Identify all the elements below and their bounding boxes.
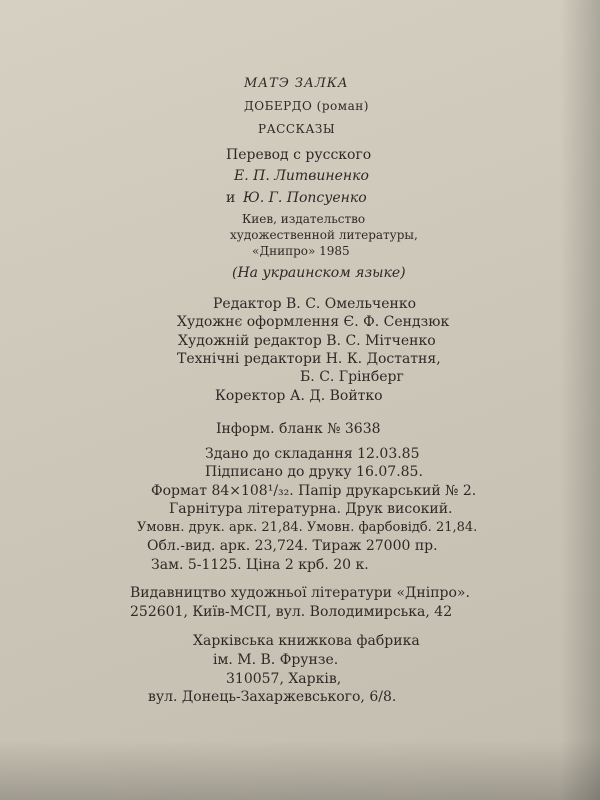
printer-line-2: ім. М. В. Фрунзе.	[213, 652, 339, 668]
printer-line-1: Харківська книжкова фабрика	[193, 633, 420, 649]
spec-order: Зам. 5-1125. Ціна 2 крб. 20 к.	[151, 557, 369, 573]
publisher-address-2: 252601, Київ-МСП, вул. Володимирська, 42	[130, 604, 453, 620]
spec-typeface: Гарнітура літературна. Друк високий.	[169, 501, 453, 517]
translation-line: Перевод с русского	[226, 147, 372, 163]
author-name: МАТЭ ЗАЛКА	[244, 76, 349, 91]
spec-sheets: Умовн. друк. арк. 21,84. Умовн. фарбовідб. 21,84.	[137, 520, 478, 535]
translator-1: Е. П. Литвиненко	[234, 168, 369, 184]
spec-submitted: Здано до складання 12.03.85	[205, 446, 420, 462]
publisher-line-1: Киев, издательство	[242, 212, 366, 226]
translator-2-prefix: и	[226, 190, 236, 206]
credit-tech-editors-2: Б. С. Грінберг	[300, 369, 404, 385]
work-title-stories: РАССКАЗЫ	[258, 122, 336, 136]
spec-signed: Підписано до друку 16.07.85.	[205, 464, 423, 480]
publisher-line-3: «Днипро» 1985	[252, 244, 350, 258]
credit-art-editor: Художній редактор В. С. Мітченко	[178, 333, 436, 349]
page-bottom-shadow	[0, 740, 600, 800]
printer-line-3: 310057, Харків,	[226, 671, 342, 687]
publisher-line-2: художественной литературы,	[230, 228, 418, 242]
credit-design: Художнє оформлення Є. Ф. Сендзюк	[177, 314, 450, 330]
printer-line-4: вул. Донець-Захаржевського, 6/8.	[148, 689, 397, 705]
spec-edition: Обл.-вид. арк. 23,724. Тираж 27000 пр.	[147, 538, 438, 554]
publisher-address-1: Видавництво художньої літератури «Дніпро».	[130, 585, 470, 601]
info-blank: Інформ. бланк № 3638	[216, 421, 381, 437]
spec-format: Формат 84×108¹/₃₂. Папір друкарський № 2.	[151, 483, 477, 499]
credit-editor: Редактор В. С. Омельченко	[213, 296, 417, 312]
page-edge-shadow	[560, 0, 600, 800]
language-note: (На украинском языке)	[232, 265, 406, 281]
credit-corrector: Коректор А. Д. Войтко	[215, 388, 383, 404]
work-title-doberdo: ДОБЕРДО (роман)	[244, 99, 369, 113]
translator-2: Ю. Г. Попсуенко	[243, 190, 367, 206]
credit-tech-editors-1: Технічні редактори Н. К. Достатня,	[177, 351, 441, 367]
